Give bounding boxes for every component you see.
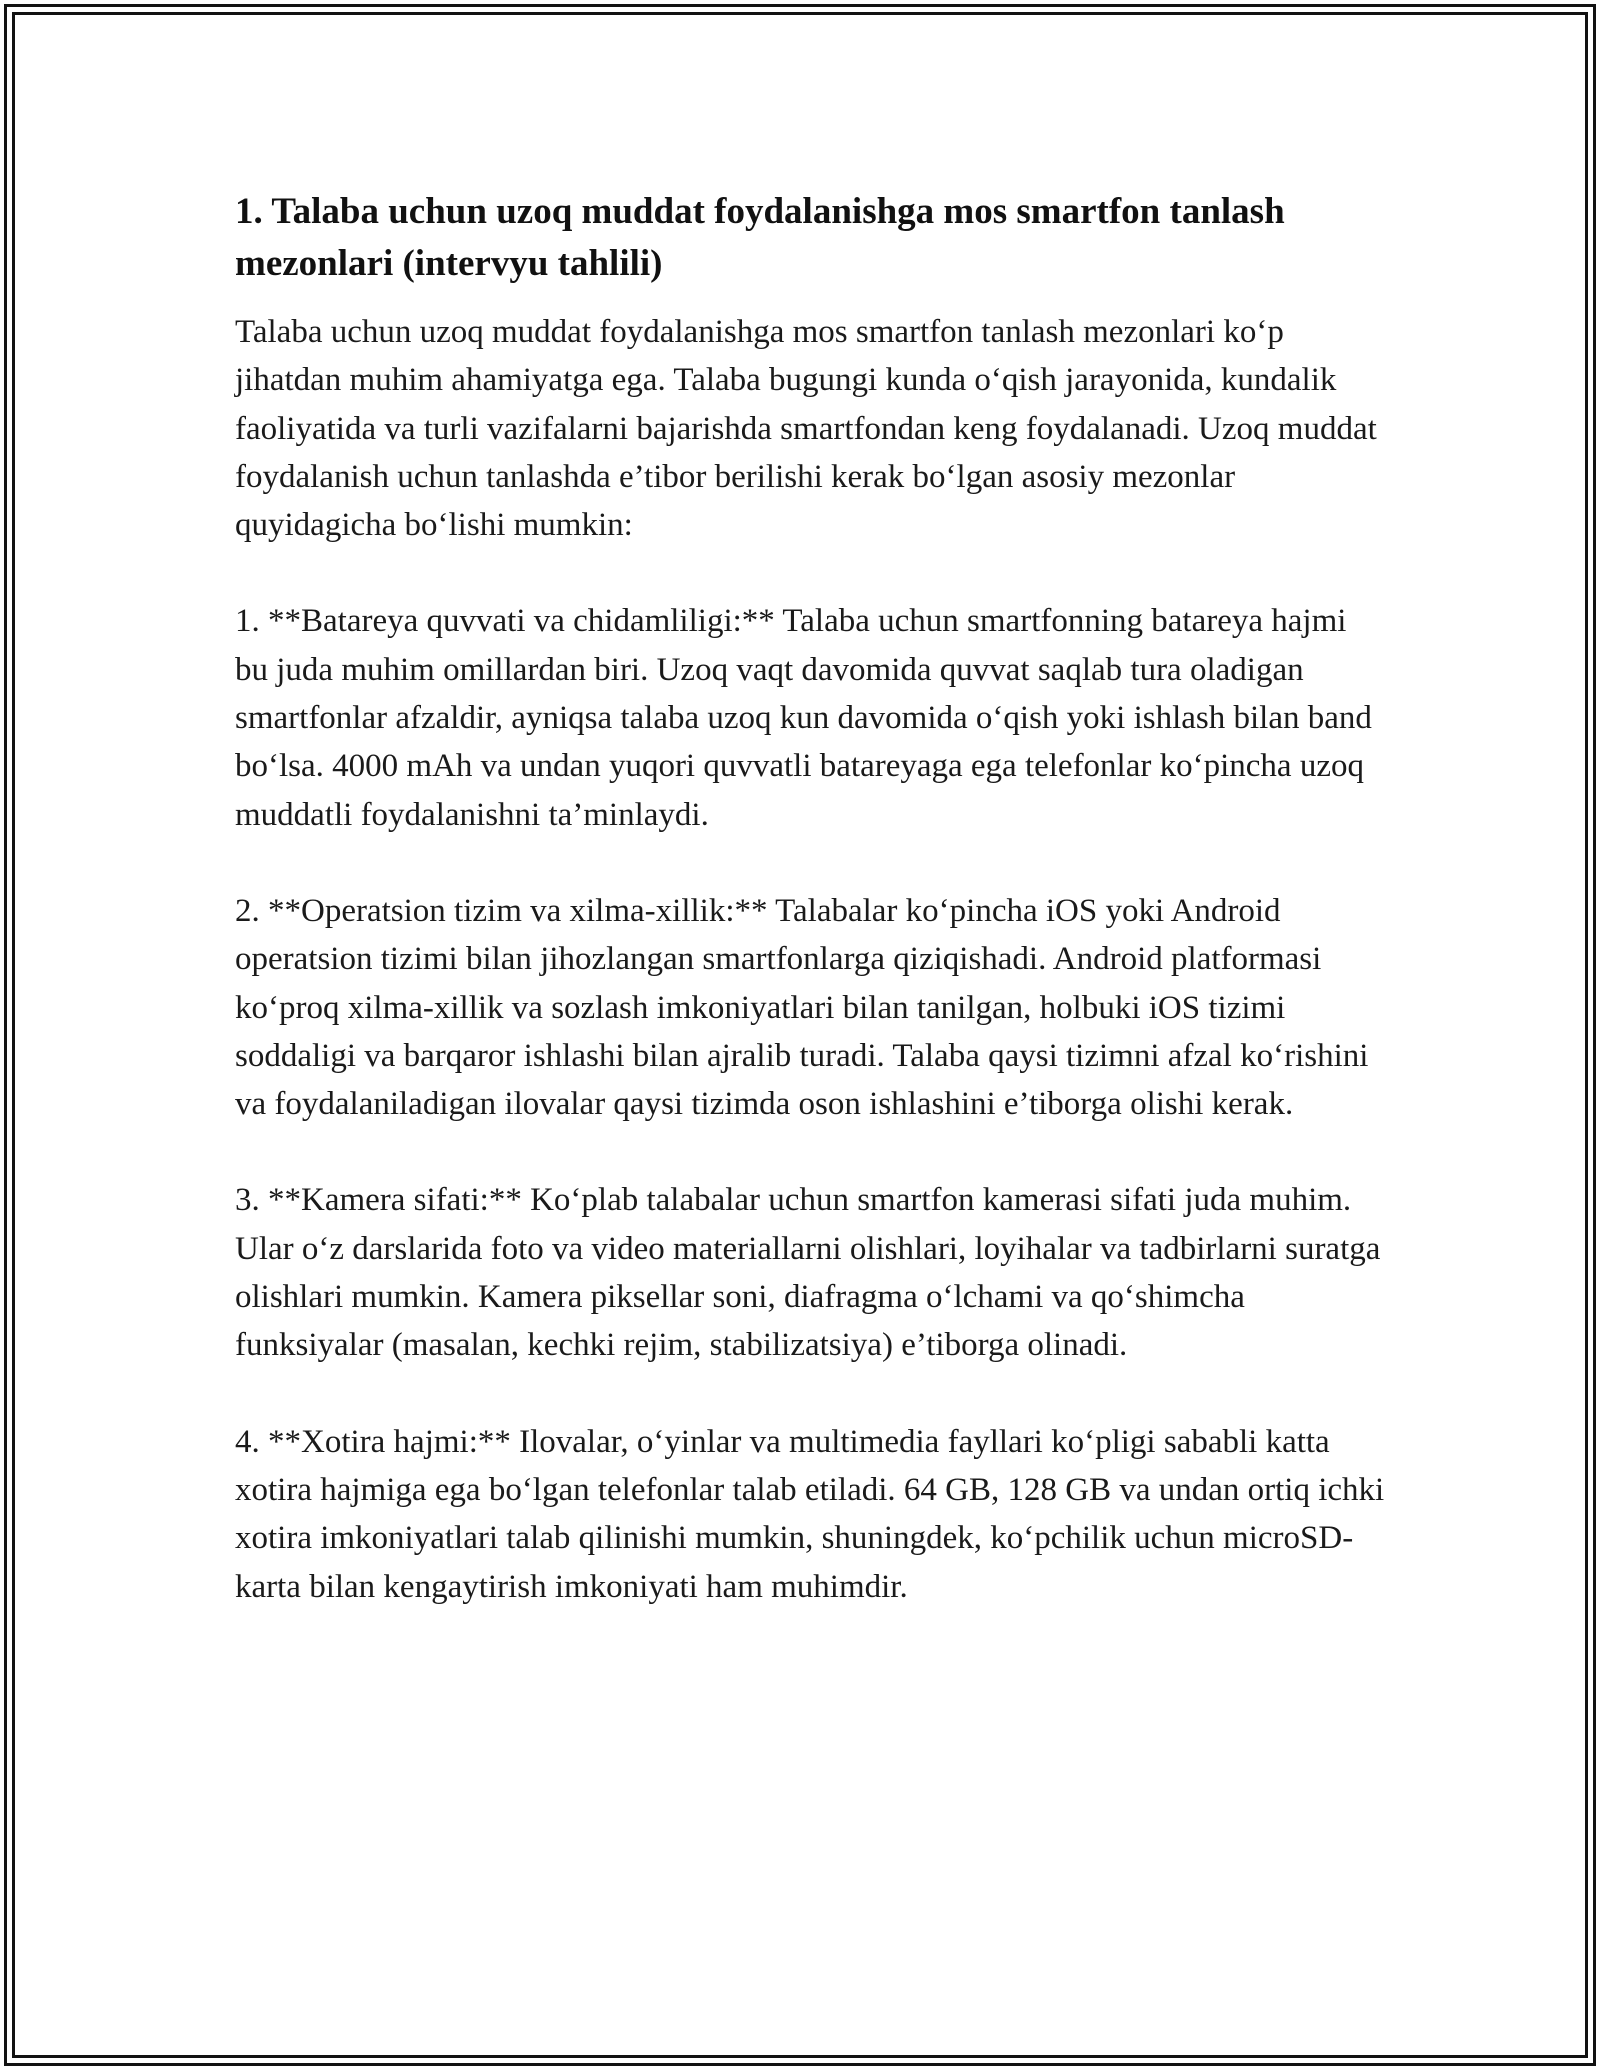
document-body [235,186,1385,1659]
paragraph-intro: Talaba uchun uzoq muddat foydalanishga mos smartfon tanlash mezonlari ko‘p jihatdan muhim ahamiyatga ega. Talaba bugungi kunda o‘qish jarayonida, kundalik faoliyatida va turli vazifalarni bajarishda smartfondan keng foydalanadi. Uzoq muddat foydalanish uchun tanlashda e’tibor berilishi kerak bo‘lgan asosiy mezonlar quyidagicha bo‘lishi mumkin: [235,314,1377,544]
paragraph-battery: 1. **Batareya quvvati va chidamliligi:** Talaba uchun smartfonning batareya hajmi bu juda muhim omillardan biri. Uzoq vaqt davomida quvvat saqlab tura oladigan smartfonlar afzaldir, ayniqsa talaba uzoq kun davomida o‘qish yoki ishlash bilan band bo‘lsa. 4000 mAh va undan yuqori quvvatli batareyaga ega telefonlar ko‘pincha uzoq muddatli foydalanishni ta’minlaydi. [235,603,1372,833]
paragraph-camera: 3. **Kamera sifati:** Ko‘plab talabalar uchun smartfon kamerasi sifati juda muhim. Ular o‘z darslarida foto va video materiallarni olishlari, loyihalar va tadbirlarni suratga olishlari mumkin. Kamera piksellar soni, diafragma o‘lchami va qo‘shimcha funksiyalar (masalan, kechki rejim, stabilizatsiya) e’tiborga olinadi. [235,1182,1381,1364]
paragraph-storage: 4. **Xotira hajmi:** Ilovalar, o‘yinlar va multimedia fayllari ko‘pligi sababli katta xotira hajmiga ega bo‘lgan telefonlar talab etiladi. 64 GB, 128 GB va undan ortiq ichki xotira imkoniyatlari talab qilinishi mumkin, shuningdek, ko‘pchilik uchun microSD-karta bilan kengaytirish imkoniyati ham muhimdir. [235,1423,1385,1605]
paragraph-operating-system: 2. **Operatsion tizim va xilma-xillik:** Talabalar ko‘pincha iOS yoki Android operatsion tizimi bilan jihozlangan smartfonlarga qiziqishadi. Android platformasi ko‘proq xilma-xillik va sozlash imkoniyatlari bilan tanilgan, holbuki iOS tizimi soddaligi va barqaror ishlashi bilan ajralib turadi. Talaba qaysi tizimni afzal ko‘rishini va foydalaniladigan ilovalar qaysi tizimda oson ishlashini e’tiborga olishi kerak. [235,892,1369,1123]
document-title: 1. Talaba uchun uzoq muddat foydalanishga mos smartfon tanlash mezonlari (intervyu tahlili) [235,191,1285,284]
